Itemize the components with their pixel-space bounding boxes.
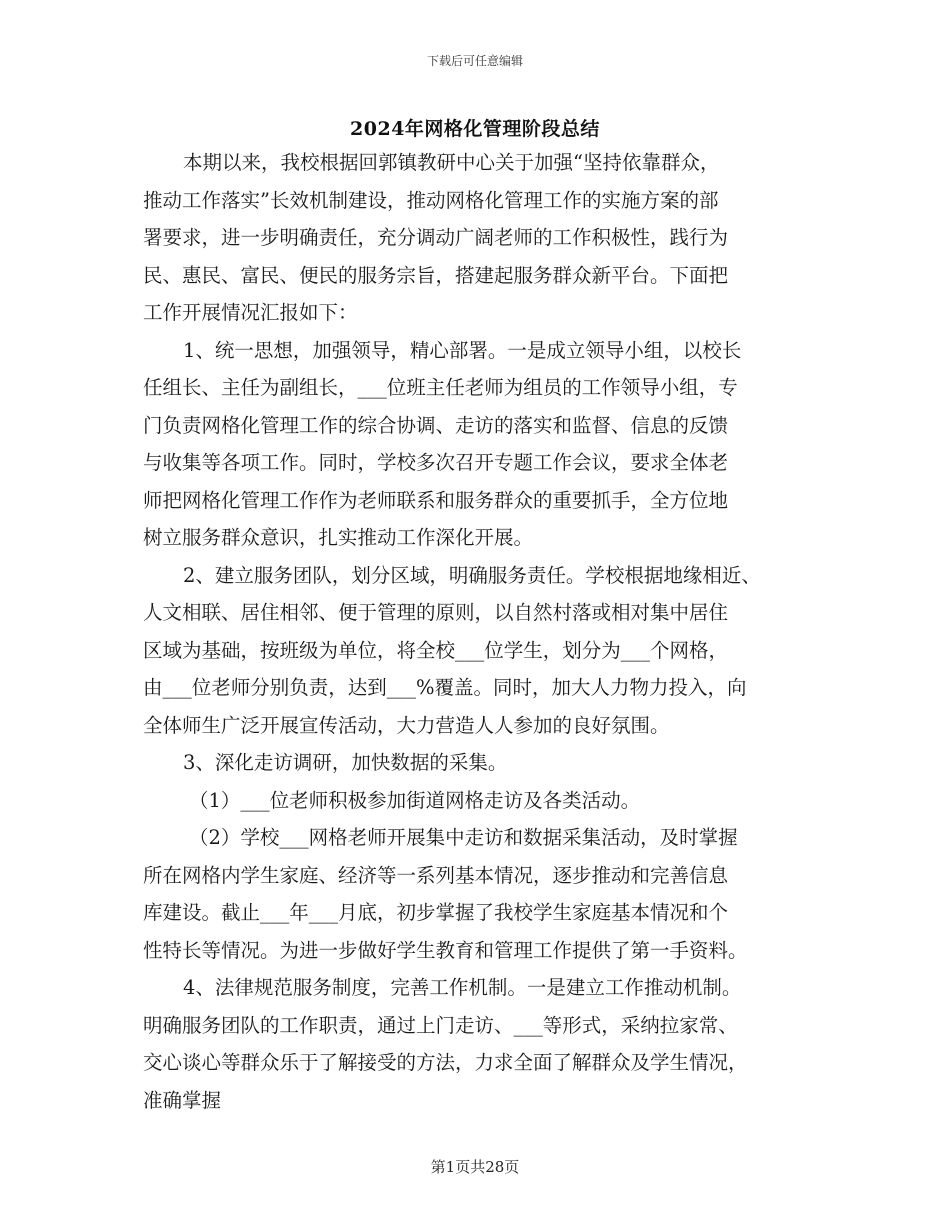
- document-body: [143, 144, 808, 1119]
- document-title: 2024年网格化管理阶段总结: [350, 118, 600, 140]
- paragraph-line: 署要求，进一步明确责任，充分调动广阔老师的工作积极性，践行为: [143, 226, 729, 249]
- paragraph-line: 区域为基础，按班级为单位，将全校___位学生，划分为___个网格，: [143, 638, 729, 662]
- paragraph-line: 4、法律规范服务制度，完善工作机制。一是建立工作推动机制。: [183, 976, 742, 999]
- paragraph-line: 工作开展情况汇报如下：: [143, 301, 358, 324]
- paragraph-line: 2、建立服务团队，划分区域，明确服务责任。学校根据地缘相近、: [183, 563, 761, 587]
- paragraph-line: 3、深化走访调研，加快数据的采集。: [183, 751, 508, 774]
- paragraph-line: 所在网格内学生家庭、经济等一系列基本情况，逐步推动和完善信息: [143, 863, 729, 887]
- header-note: 下载后可任意编辑: [426, 54, 523, 68]
- paragraph-line: 明确服务团队的工作职责，通过上门走访、___等形式，采纳拉家常、: [143, 1013, 738, 1037]
- paragraph-line: 推动工作落实”长效机制建设，推动网格化管理工作的实施方案的部: [143, 188, 719, 212]
- paragraph-line: 与收集等各项工作。同时，学校多次召开专题工作会议，要求全体老: [143, 451, 729, 474]
- paragraph-line: （2）学校___网格老师开展集中走访和数据采集活动，及时掌握: [189, 826, 738, 849]
- paragraph-line: 任组长、主任为副组长，___位班主任老师为组员的工作领导小组，专: [143, 376, 738, 399]
- paragraph-line: 门负责网格化管理工作的综合协调、走访的落实和监督、信息的反馈: [143, 413, 729, 437]
- paragraph-line: 师把网格化管理工作作为老师联系和服务群众的重要抓手，全方位地: [143, 488, 729, 512]
- page-number: 第1页共28页: [430, 1158, 520, 1176]
- paragraph-line: 人文相联、居住相邻、便于管理的原则，以自然村落或相对集中居住: [143, 601, 729, 624]
- paragraph-line: 交心谈心等群众乐于了解接受的方法，力求全面了解群众及学生情况，: [143, 1051, 748, 1074]
- paragraph-line: 性特长等情况。为进一步做好学生教育和管理工作提供了第一手资料。: [143, 938, 748, 962]
- paragraph-line: 由___位老师分别负责，达到___%覆盖。同时，加大人力物力投入，向: [143, 676, 747, 699]
- paragraph-line: 民、惠民、富民、便民的服务宗旨，搭建起服务群众新平台。下面把: [143, 263, 729, 287]
- paragraph-line: （1）___位老师积极参加街道网格走访及各类活动。: [189, 788, 641, 812]
- paragraph-line: 准确掌握: [143, 1088, 222, 1112]
- paragraph-line: 库建设。截止___年___月底，初步掌握了我校学生家庭基本情况和个: [143, 901, 729, 924]
- paragraph-line: 本期以来，我校根据回郭镇教研中心关于加强“坚持依靠群众，: [183, 151, 720, 174]
- paragraph-line: 1、统一思想，加强领导，精心部署。一是成立领导小组，以校长: [183, 338, 742, 362]
- paragraph-line: 树立服务群众意识，扎实推动工作深化开展。: [143, 526, 534, 549]
- paragraph-line: 全体师生广泛开展宣传活动，大力营造人人参加的良好氛围。: [143, 713, 670, 737]
